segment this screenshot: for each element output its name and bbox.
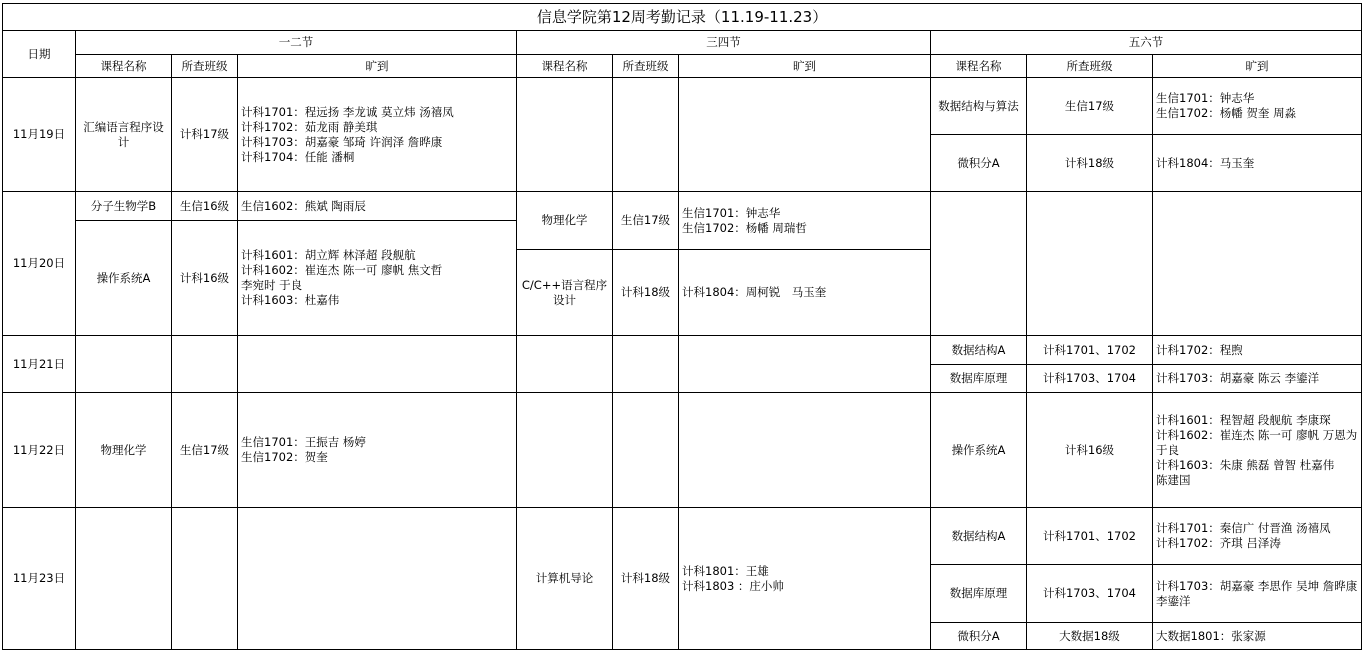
absent-line: 计科1803 ：庄小帅: [682, 578, 784, 593]
absent-header: 旷到: [238, 55, 517, 78]
absent-line: 计科1603：杜嘉伟: [241, 293, 340, 307]
class-header: 所查班级: [172, 55, 238, 78]
empty-cell: [931, 192, 1027, 336]
class-header: 所查班级: [1027, 55, 1153, 78]
class-header: 所查班级: [613, 55, 679, 78]
class-cell: 计科1701、1702: [1027, 508, 1153, 565]
empty-cell: [517, 78, 613, 192]
course-header: 课程名称: [517, 55, 613, 78]
absent-cell: [238, 192, 517, 221]
empty-cell: [172, 508, 238, 650]
absent-line: 生信1701：王振吉 杨婷: [241, 435, 366, 449]
absent-line: 生信1702：贺奎: [241, 450, 328, 464]
absent-line: 计科1602：崔连杰 陈一可 廖帆 焦文哲: [241, 263, 443, 277]
course-cell: 汇编语言程序设计: [76, 78, 172, 192]
absent-line: 计科1703：胡嘉豪 李思作 吴坤 詹晔康 李鎏洋: [1156, 578, 1358, 608]
class-cell: 大数据18级: [1027, 623, 1153, 650]
absent-line: 计科1704：任能 潘桐: [241, 149, 355, 164]
absent-line: 计科1603：朱康 熊磊 曾智 杜嘉伟: [1156, 457, 1335, 472]
course-cell: 分子生物学B: [76, 192, 172, 221]
empty-cell: [1153, 192, 1362, 336]
absent-line: 生信1701：钟志华: [682, 205, 781, 220]
absent-line: 计科1701：秦信广 付晋渔 汤禧凤: [1156, 521, 1331, 535]
empty-cell: [613, 393, 679, 508]
absent-line: 计科1702：程煦: [1156, 342, 1243, 357]
course-cell: 操作系统A: [931, 393, 1027, 508]
date-cell: 11月23日: [3, 508, 76, 650]
date-cell: 11月21日: [3, 336, 76, 393]
absent-line: 计科1601：胡立辉 林泽超 段舰航: [241, 248, 416, 262]
class-cell: 计科17级: [172, 78, 238, 192]
absent-cell: [1153, 565, 1362, 623]
absent-line: 计科1703：胡嘉豪 邹琦 许润泽 詹晔康: [241, 134, 443, 149]
absent-header: 旷到: [679, 55, 931, 78]
class-cell: 计科18级: [613, 250, 679, 336]
period-header-34: 三四节: [517, 31, 931, 55]
course-cell: 微积分A: [931, 135, 1027, 192]
class-cell: 计科1703、1704: [1027, 565, 1153, 623]
empty-cell: [613, 78, 679, 192]
absent-line: 生信1602：熊斌 陶雨辰: [241, 198, 366, 213]
course-cell: 数据结构与算法: [931, 78, 1027, 135]
empty-cell: [1027, 192, 1153, 336]
empty-cell: [679, 78, 931, 192]
absent-line: 李宛时 于良: [241, 278, 303, 292]
absent-line: 计科1702：齐琪 吕泽涛: [1156, 536, 1281, 550]
absent-cell: [238, 78, 517, 192]
class-cell: 生信17级: [172, 393, 238, 508]
course-cell: 数据结构A: [931, 336, 1027, 365]
period-header-12: 一二节: [76, 31, 517, 55]
absent-cell: [238, 221, 517, 336]
class-cell: 计科1701、1702: [1027, 336, 1153, 365]
absent-cell: [1153, 623, 1362, 650]
absent-line: 陈建国: [1156, 472, 1191, 487]
absent-line: 计科1601：程智超 段舰航 李康琛: [1156, 412, 1331, 427]
class-cell: 计科18级: [613, 508, 679, 650]
course-cell: 计算机导论: [517, 508, 613, 650]
absent-line: 生信1702：杨幡 周瑞哲: [682, 220, 807, 235]
absent-line: 计科1804：周柯锐 马玉奎: [682, 285, 827, 299]
absent-cell: [679, 250, 931, 336]
absent-cell: [238, 393, 517, 508]
empty-cell: [238, 336, 517, 393]
empty-cell: [517, 393, 613, 508]
empty-cell: [613, 336, 679, 393]
absent-line: 大数据1801：张家源: [1156, 628, 1266, 643]
class-cell: 计科16级: [1027, 393, 1153, 508]
course-cell: 物理化学: [76, 393, 172, 508]
date-cell: 11月22日: [3, 393, 76, 508]
absent-cell: [679, 508, 931, 650]
course-cell: 数据库原理: [931, 565, 1027, 623]
date-cell: 11月20日: [3, 192, 76, 336]
absent-line: 计科1701：程远扬 李龙诚 莫立炜 汤禧凤: [241, 104, 454, 119]
class-cell: 生信17级: [1027, 78, 1153, 135]
course-header: 课程名称: [76, 55, 172, 78]
absent-line: 计科1801：王雄: [682, 563, 769, 578]
period-header-56: 五六节: [931, 31, 1362, 55]
course-cell: 数据库原理: [931, 365, 1027, 393]
absent-line: 计科1602：崔连杰 陈一可 廖帆 万恩为 于良: [1156, 427, 1358, 457]
course-cell: 数据结构A: [931, 508, 1027, 565]
date-cell: 11月19日: [3, 78, 76, 192]
date-header: 日期: [3, 31, 76, 78]
absent-cell: [1153, 365, 1362, 393]
absent-cell: [1153, 78, 1362, 135]
absent-cell: [1153, 393, 1362, 508]
empty-cell: [172, 336, 238, 393]
course-cell: 物理化学: [517, 192, 613, 250]
absent-line: 计科1804：马玉奎: [1156, 155, 1255, 170]
absent-cell: [1153, 336, 1362, 365]
course-cell: 微积分A: [931, 623, 1027, 650]
course-cell: C/C++语言程序设计: [517, 250, 613, 336]
absent-header: 旷到: [1153, 55, 1362, 78]
absent-line: 生信1702：杨幡 贺奎 周淼: [1156, 106, 1297, 120]
class-cell: 计科16级: [172, 221, 238, 336]
absent-line: 计科1703：胡嘉豪 陈云 李鎏洋: [1156, 371, 1320, 385]
attendance-table: [2, 3, 1362, 650]
absent-line: 生信1701：钟志华: [1156, 91, 1255, 105]
absent-cell: [1153, 508, 1362, 565]
absent-cell: [1153, 135, 1362, 192]
absent-cell: [679, 192, 931, 250]
empty-cell: [679, 393, 931, 508]
class-cell: 计科18级: [1027, 135, 1153, 192]
empty-cell: [238, 508, 517, 650]
course-cell: 操作系统A: [76, 221, 172, 336]
empty-cell: [517, 336, 613, 393]
class-cell: 计科1703、1704: [1027, 365, 1153, 393]
empty-cell: [76, 336, 172, 393]
course-header: 课程名称: [931, 55, 1027, 78]
class-cell: 生信16级: [172, 192, 238, 221]
table-title: 信息学院第12周考勤记录（11.19-11.23）: [3, 4, 1362, 31]
class-cell: 生信17级: [613, 192, 679, 250]
empty-cell: [76, 508, 172, 650]
empty-cell: [679, 336, 931, 393]
absent-line: 计科1702：茹龙雨 静美琪: [241, 119, 378, 134]
